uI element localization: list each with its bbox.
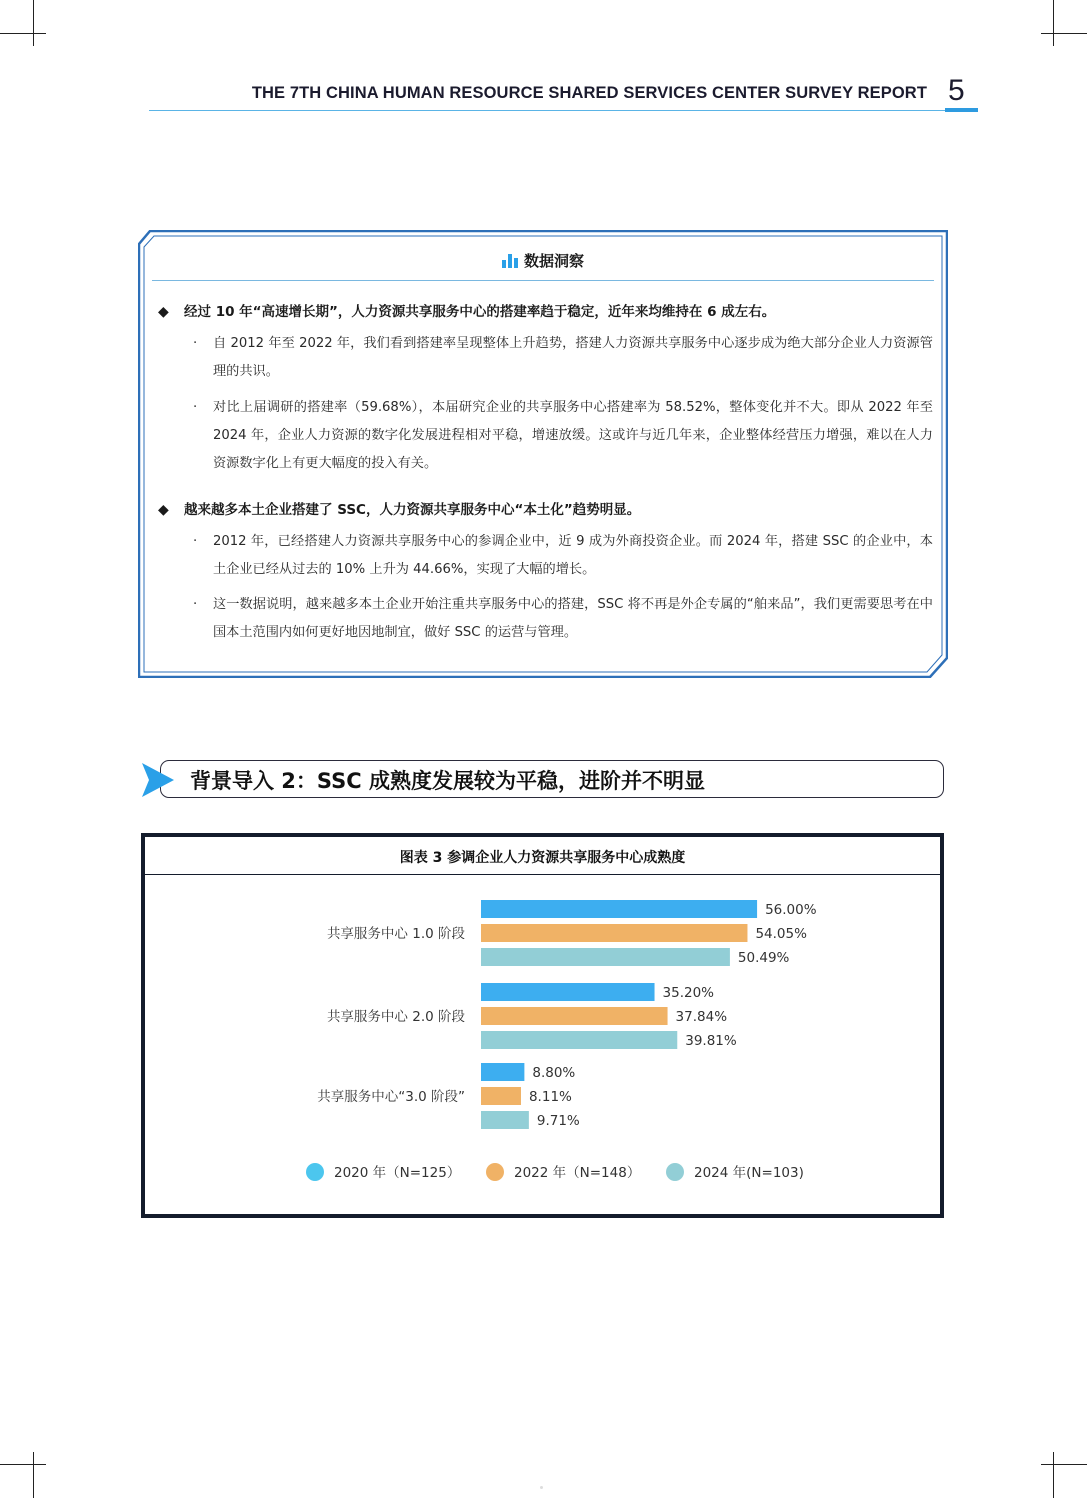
legend-swatch <box>306 1163 324 1181</box>
bar <box>481 924 747 942</box>
chart-title: 图表 3 参调企业人力资源共享服务中心成熟度 <box>399 850 686 866</box>
diamond-bullet-icon: ◆ <box>158 502 169 518</box>
data-label: 8.80% <box>532 1065 576 1081</box>
crop-mark <box>1053 0 1054 46</box>
dot-bullet-icon: · <box>193 336 198 351</box>
legend-label: 2022 年（N=148） <box>514 1165 641 1181</box>
crop-mark <box>1053 1452 1054 1498</box>
bar-chart <box>145 837 940 1214</box>
crop-mark <box>1041 33 1087 34</box>
report-title: THE 7TH CHINA HUMAN RESOURCE SHARED SERVICES CENTER SURVEY REPORT <box>251 84 927 102</box>
category-label: 共享服务中心 1.0 阶段 <box>326 926 465 942</box>
bar <box>481 1063 524 1081</box>
category-label: 共享服务中心“3.0 阶段” <box>317 1089 465 1105</box>
key-finding-2: ◆ 越来越多本土企业搭建了 SSC，人力资源共享服务中心“本土化”趋势明显。 <box>158 502 641 518</box>
legend-swatch <box>486 1163 504 1181</box>
insight-title-text: 数据洞察 <box>523 252 584 270</box>
bar <box>481 900 757 918</box>
bar <box>481 983 655 1001</box>
data-label: 50.49% <box>737 950 790 966</box>
legend-swatch <box>666 1163 684 1181</box>
crop-mark <box>33 1452 34 1498</box>
list-item: · 2012 年，已经搭建人力资源共享服务中心的参调企业中，近 9 成为外商投资企业。而 2024 年，搭建 SSC 的企业中，本土企业已经从过去的 10% 上升为 44.66%，实现了大幅的增长。 <box>193 528 933 584</box>
dot-bullet-icon: · <box>193 400 198 415</box>
dot-bullet-icon: · <box>193 597 198 612</box>
data-label: 39.81% <box>685 1033 737 1049</box>
list-item: · 对比上届调研的搭建率（59.68%），本届研究企业的共享服务中心搭建率为 58.52%，整体变化并不大。即从 2022 年至 2024 年，企业人力资源的数字化发展进程相对平稳，增速放缓。这或许与近几年来，企业整体经营压力增强，难以在人力资源数字化上有更大幅度的投入有关。 <box>193 394 933 478</box>
crop-mark <box>1041 1464 1087 1465</box>
crop-mark <box>0 1464 46 1465</box>
running-header <box>150 80 937 104</box>
bar-chart-icon <box>502 254 518 272</box>
page-number: 5 <box>948 74 965 107</box>
insight-divider <box>152 280 934 281</box>
bar <box>481 948 730 966</box>
diamond-bullet-icon: ◆ <box>158 304 169 320</box>
crop-mark <box>33 0 34 46</box>
data-label: 54.05% <box>755 926 807 942</box>
data-label: 37.84% <box>675 1009 728 1025</box>
header-rule <box>149 110 945 111</box>
play-arrow-icon <box>142 763 176 797</box>
section-title: 背景导入 2：SSC 成熟度发展较为平稳，进阶并不明显 <box>190 769 705 793</box>
legend-label: 2020 年（N=125） <box>334 1165 461 1181</box>
header-accent-bar <box>945 108 978 112</box>
data-label: 35.20% <box>662 985 715 1001</box>
bar <box>481 1031 677 1049</box>
crop-mark <box>0 33 46 34</box>
data-label: 56.00% <box>765 902 817 918</box>
bar <box>481 1111 529 1129</box>
category-label: 共享服务中心 2.0 阶段 <box>326 1009 465 1025</box>
bar <box>481 1087 521 1105</box>
data-label: 8.11% <box>528 1089 572 1105</box>
data-label: 9.71% <box>536 1113 580 1129</box>
legend-label: 2024 年(N=103) <box>694 1165 804 1181</box>
footer-dot <box>540 1486 543 1489</box>
key-finding-1: ◆ 经过 10 年“高速增长期”，人力资源共享服务中心的搭建率趋于稳定，近年来均维持在 6 成左右。 <box>158 304 776 320</box>
dot-bullet-icon: · <box>193 534 198 549</box>
list-item: · 自 2012 年至 2022 年，我们看到搭建率呈现整体上升趋势，搭建人力资源共享服务中心逐步成为绝大部分企业人力资源管理的共识。 <box>193 330 933 386</box>
list-item: · 这一数据说明，越来越多本土企业开始注重共享服务中心的搭建，SSC 将不再是外企专属的“舶来品”，我们更需要思考在中国本土范围内如何更好地因地制宜，做好 SSC 的运营与管理。 <box>193 591 933 647</box>
insight-title <box>138 250 948 272</box>
bar <box>481 1007 668 1025</box>
chart-container <box>141 833 944 1218</box>
data-insight-box <box>138 230 948 678</box>
